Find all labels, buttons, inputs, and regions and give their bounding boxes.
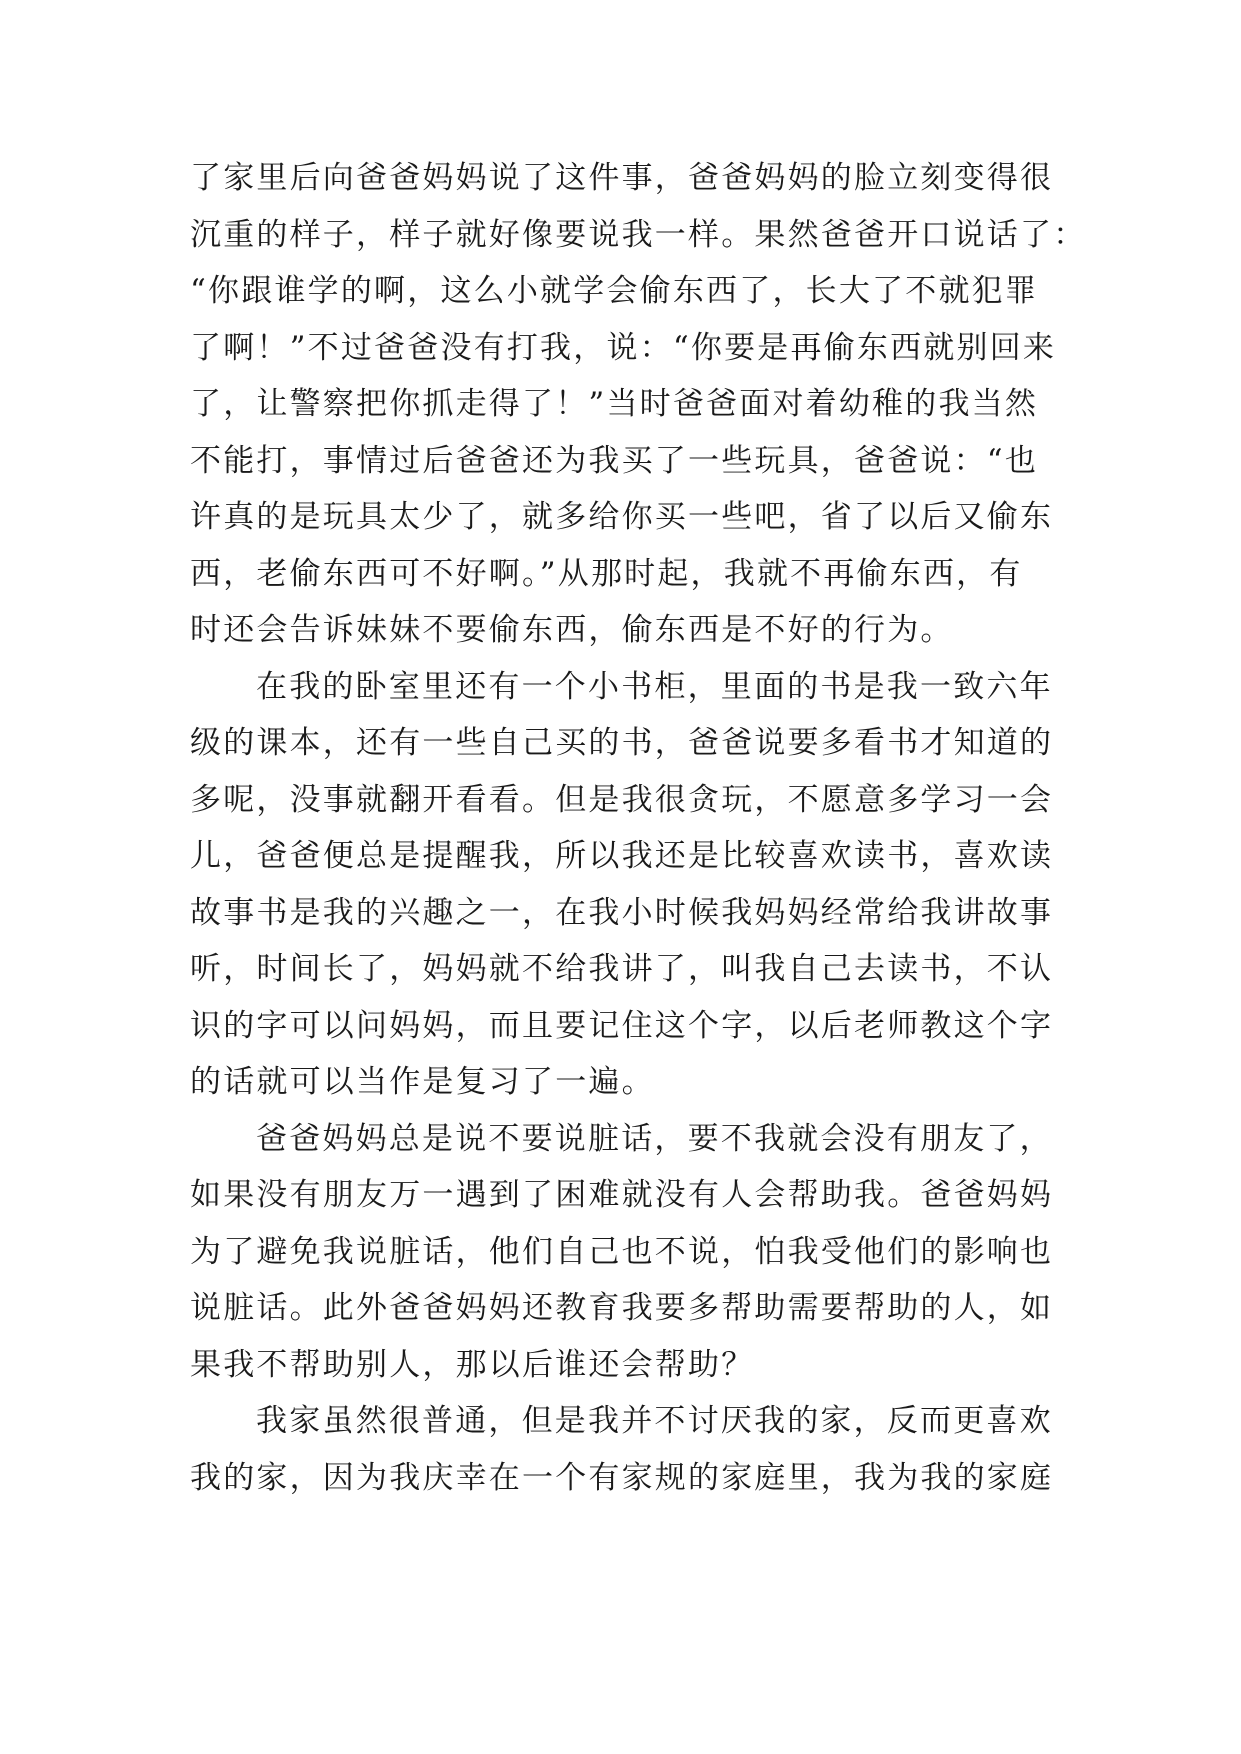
paragraph-2 [190, 659, 1054, 1111]
text-line: 了，让警察把你抓走得了！”当时爸爸面对着幼稚的我当然 [190, 386, 1039, 422]
paragraph-3 [190, 1111, 1054, 1394]
text-line: 听，时间长了，妈妈就不给我讲了，叫我自己去读书，不认 [190, 951, 1054, 987]
document-body [190, 150, 1087, 1506]
text-line: 级的课本，还有一些自己买的书，爸爸说要多看书才知道的 [190, 725, 1054, 761]
text-line: 了家里后向爸爸妈妈说了这件事，爸爸妈妈的脸立刻变得很 [190, 160, 1054, 196]
paragraph-1 [190, 150, 1087, 659]
text-line: 的话就可以当作是复习了一遍。 [190, 1064, 655, 1100]
text-line: 多呢，没事就翻开看看。但是我很贪玩，不愿意多学习一会 [190, 781, 1054, 818]
text-line: 不能打，事情过后爸爸还为我买了一些玩具，爸爸说：“也 [190, 442, 1039, 479]
text-line: 沉重的样子，样子就好像要说我一样。果然爸爸开口说话了： [190, 216, 1087, 253]
text-line: 西，老偷东西可不好啊。”从那时起，我就不再偷东西，有 [190, 555, 1023, 592]
text-line: 故事书是我的兴趣之一，在我小时候我妈妈经常给我讲故事 [190, 894, 1054, 931]
text-line: 爸爸妈妈总是说不要说脏话，要不我就会没有朋友了， [256, 1120, 1053, 1157]
text-line: 时还会告诉妹妹不要偷东西，偷东西是不好的行为。 [190, 612, 954, 648]
text-line: 识的字可以问妈妈，而且要记住这个字，以后老师教这个字 [190, 1007, 1054, 1044]
paragraph-4 [190, 1393, 1054, 1506]
text-line: 如果没有朋友万一遇到了困难就没有人会帮助我。爸爸妈妈 [190, 1177, 1054, 1213]
text-line: 了啊！”不过爸爸没有打我，说：“你要是再偷东西就别回来 [190, 329, 1057, 366]
text-line: 儿，爸爸便总是提醒我，所以我还是比较喜欢读书，喜欢读 [190, 838, 1054, 874]
text-line: 说脏话。此外爸爸妈妈还教育我要多帮助需要帮助的人，如 [190, 1290, 1054, 1326]
text-line: 为了避免我说脏话，他们自己也不说，怕我受他们的影响也 [190, 1233, 1054, 1270]
text-line: 我家虽然很普通，但是我并不讨厌我的家，反而更喜欢 [256, 1403, 1053, 1439]
text-line: 果我不帮助别人，那以后谁还会帮助？ [190, 1346, 755, 1383]
text-line: 在我的卧室里还有一个小书柜，里面的书是我一致六年 [256, 668, 1053, 705]
text-line: 我的家，因为我庆幸在一个有家规的家庭里，我为我的家庭 [190, 1459, 1054, 1496]
text-line: “你跟谁学的啊，这么小就学会偷东西了，长大了不就犯罪 [190, 273, 1039, 309]
text-line: 许真的是玩具太少了，就多给你买一些吧，省了以后又偷东 [190, 499, 1054, 535]
